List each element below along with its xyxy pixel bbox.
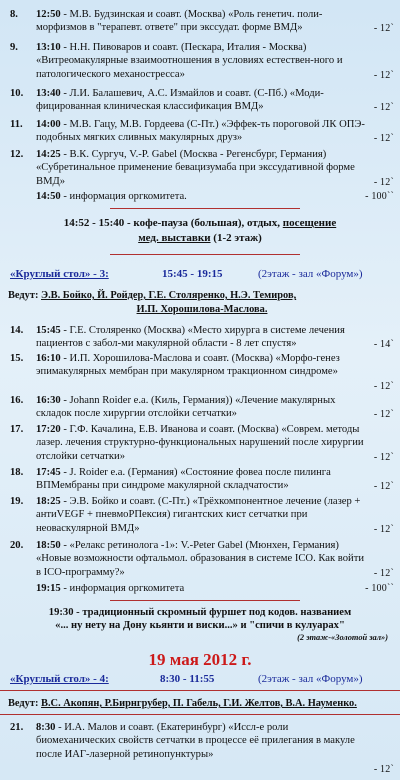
item-text: - информация оргкомитета bbox=[60, 583, 185, 594]
item-duration: - 100`` bbox=[365, 191, 394, 202]
item-text: - В.К. Сургуч, V.-P. Gabel (Москва - Регенсбург, Германия) «Субретинальное применение бевацизумаба при экссудативной форме ВМД» bbox=[36, 149, 355, 187]
item-text: - М.В. Гацу, М.В. Гордеева (С-Пт.) «Эффек-ть пороговой ЛК ОПЭ-подобных мягких сливных макулярных друз» bbox=[36, 119, 365, 144]
program-item-14 bbox=[8, 324, 396, 351]
round-table-title: «Круглый стол» - 3: bbox=[10, 268, 109, 280]
item-number: 14. bbox=[10, 325, 24, 336]
item-time: 14:25 bbox=[36, 149, 61, 160]
item-number: 17. bbox=[10, 424, 24, 435]
item-text: - информация оргкомитета. bbox=[60, 191, 187, 202]
item-number: 21. bbox=[10, 722, 24, 733]
round-table-3-header bbox=[0, 268, 400, 282]
program-item-20 bbox=[8, 539, 396, 579]
program-item-21 bbox=[8, 721, 396, 775]
program-item-info-1 bbox=[8, 190, 396, 203]
program-item-10 bbox=[8, 87, 396, 114]
divider bbox=[0, 690, 400, 691]
item-duration: - 12` bbox=[373, 70, 394, 81]
program-item-16 bbox=[8, 394, 396, 421]
item-duration: - 100`` bbox=[365, 583, 394, 594]
item-text: - И.А. Малов и соавт. (Екатеринбург) «Иссл-е роли биомеханических свойств сетчатки в процессе её прилегания в макуле после ИАГ-лазерной ретинопунктуры» bbox=[36, 722, 355, 760]
round-table-title: «Круглый стол» - 4: bbox=[10, 673, 109, 685]
divider bbox=[110, 254, 300, 255]
item-time: 18:25 bbox=[36, 496, 61, 507]
item-time: 13:40 bbox=[36, 88, 61, 99]
item-text: - Л.И. Балашевич, А.С. Измайлов и соавт. (С-Пб.) «Моди-фицированная клиническая классификация ВМД» bbox=[36, 88, 324, 113]
day-heading: 19 мая 2012 г. bbox=[148, 650, 252, 669]
item-text: - «Релакс ретинолога -1»: V.-Peter Gabel (Мюнхен, Германия) «Новые возможности офтальмол. образования в системе ICO. Как войти в ICO-программу?» bbox=[36, 540, 364, 578]
buffet-announcement: 19:30 - традиционный скромный фуршет под кодов. названием «... ну нету на Дону кьянти и виски...» и "спичи в кулуарах" bbox=[48, 607, 352, 631]
item-number: 20. bbox=[10, 540, 24, 551]
item-duration: - 12` bbox=[373, 381, 394, 392]
item-time: 16:10 bbox=[36, 353, 61, 364]
program-item-18 bbox=[8, 466, 396, 493]
item-time: 13:10 bbox=[36, 42, 61, 53]
item-duration: - 12` bbox=[373, 177, 394, 188]
item-duration: - 12` bbox=[373, 133, 394, 144]
item-time: 16:30 bbox=[36, 395, 61, 406]
item-time: 12:50 bbox=[36, 9, 61, 20]
round-table-4-header bbox=[0, 673, 400, 687]
program-item-15 bbox=[8, 352, 396, 392]
program-item-8 bbox=[8, 8, 396, 35]
item-number: 15. bbox=[10, 353, 24, 364]
divider bbox=[110, 208, 300, 209]
item-number: 19. bbox=[10, 496, 24, 507]
item-duration: - 12` bbox=[373, 409, 394, 420]
round-table-place: (2этаж - зал «Форум») bbox=[258, 673, 363, 685]
program-item-11 bbox=[8, 118, 396, 145]
item-text: - Г.Ф. Качалина, Е.В. Иванова и соавт. (Москва) «Соврем. методы лазер. лечения структурно-функциональных нарушений после хирургии отслойки сетчатки» bbox=[36, 424, 364, 462]
item-duration: - 12` bbox=[373, 23, 394, 34]
item-text: - Г.Е. Столяренко (Москва) «Место хирурга в системе лечения пациентов с забол-ми макулярной области - 8 лет спустя» bbox=[36, 325, 345, 350]
item-duration: - 12` bbox=[373, 568, 394, 579]
item-number: 12. bbox=[10, 149, 24, 160]
round-table-time: 8:30 - 11:55 bbox=[160, 673, 215, 685]
item-time: 8:30 bbox=[36, 722, 56, 733]
item-text: - J. Roider e.a. (Германия) «Состояние фовеа после пилинга ВПМембраны при синдроме макулярной складчатости» bbox=[36, 467, 331, 492]
item-duration: - 12` bbox=[373, 524, 394, 535]
item-number: 11. bbox=[10, 119, 23, 130]
item-duration: - 12` bbox=[373, 102, 394, 113]
item-time: 17:45 bbox=[36, 467, 61, 478]
item-time: 15:45 bbox=[36, 325, 61, 336]
item-number: 16. bbox=[10, 395, 24, 406]
item-text: - Johann Roider e.a. (Киль, Германия)) «Лечение макулярных складок после хирургии отслойки сетчатки» bbox=[36, 395, 336, 420]
item-time: 17:20 bbox=[36, 424, 61, 435]
moderators-3: Ведут: Э.В. Бойко, Й. Ройдер, Г.Е. Столяренко, Н.Э. Темиров, И.П. Хорошилова-Маслова. bbox=[8, 290, 297, 315]
item-time: 19:15 bbox=[36, 583, 61, 594]
item-number: 18. bbox=[10, 467, 24, 478]
item-number: 10. bbox=[10, 88, 24, 99]
moderators-4: Ведут: В.С. Акопян, Р.Бирнгрубер, П. Габель, Г.И. Желтов, В.А. Науменко. bbox=[8, 698, 357, 709]
item-duration: - 12` bbox=[373, 764, 394, 775]
item-duration: - 14` bbox=[373, 339, 394, 350]
item-time: 14:50 bbox=[36, 191, 61, 202]
program-item-19 bbox=[8, 495, 396, 535]
item-text: - И.П. Хорошилова-Маслова и соавт. (Москва) «Морфо-генез эпимакулярных мембран при макулярном тракционном синдроме» bbox=[36, 353, 340, 378]
program-item-17 bbox=[8, 423, 396, 463]
item-number: 8. bbox=[10, 9, 18, 20]
round-table-place: (2этаж - зал «Форум») bbox=[258, 268, 363, 280]
divider bbox=[110, 600, 300, 601]
divider bbox=[0, 714, 400, 715]
item-duration: - 12` bbox=[373, 481, 394, 492]
item-duration: - 12` bbox=[373, 452, 394, 463]
program-item-12 bbox=[8, 148, 396, 188]
item-text: - Э.В. Бойко и соавт. (С-Пт.) «Трёхкомпонентное лечение (лазер + антиVEGF + пневмоРПексия) гигантских кист сетчатки при неоваскулярной ВМД» bbox=[36, 496, 361, 534]
item-time: 14:00 bbox=[36, 119, 61, 130]
coffee-break: 14:52 - 15:40 - кофе-пауза (большая), отдых, посещение мед. выставки (1-2 этаж) bbox=[63, 217, 337, 244]
item-text: - Н.Н. Пивоваров и соавт. (Пескара, Италия - Москва) «Витреомакулярные взаимоотношения в условиях естествен-ного и патологического механостресса» bbox=[36, 42, 343, 80]
buffet-location: (2 этаж-«Золотой зал») bbox=[297, 633, 388, 642]
round-table-time: 15:45 - 19:15 bbox=[162, 268, 223, 280]
item-text: - М.В. Будзинская и соавт. (Москва) «Роль генетич. поли-морфизмов в "терапевт. ответе" при экссудат. форме ВМД» bbox=[36, 9, 323, 34]
item-number: 9. bbox=[10, 42, 18, 53]
program-item-9 bbox=[8, 41, 396, 81]
item-time: 18:50 bbox=[36, 540, 61, 551]
program-item-info-2 bbox=[8, 582, 396, 595]
